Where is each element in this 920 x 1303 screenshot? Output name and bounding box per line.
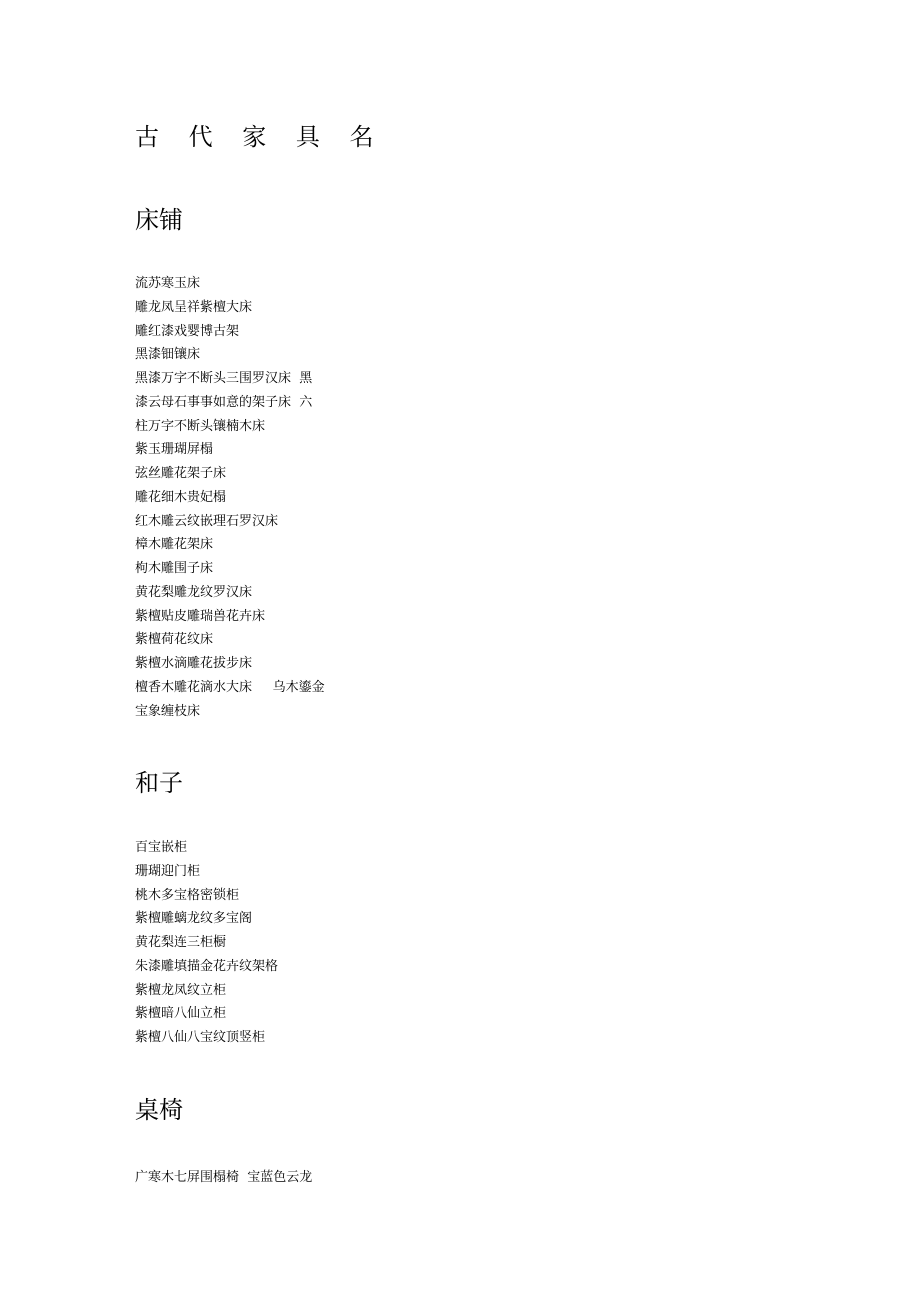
list-item: 雕花细木贵妃榻 [135,489,227,505]
table-chair-list [135,1166,312,1190]
list-item: 紫檀贴皮雕瑞兽花卉床 [135,608,266,624]
list-item: 紫檀八仙八宝纹顶竖柜 [135,1030,266,1045]
list-item: 百宝嵌柜 [135,840,188,855]
list-item: 枸木雕围子床 [135,561,214,576]
list-item: 桃木多宝格密锁柜 [135,887,240,903]
cabinet-list [135,836,278,1050]
list-item: 紫檀暗八仙立柜 [135,1006,227,1022]
list-item: 黄花梨雕龙纹罗汉床 [135,584,253,600]
section-heading-cabinets: 和子 [135,769,183,797]
list-item: 樟木雕花架床 [135,537,214,553]
list-item: 雕龙凤呈祥紫檀大床 [135,299,253,315]
list-item: 黄花梨连三柜橱 [135,935,227,950]
bed-list [135,272,325,723]
list-item: 紫檀雕螭龙纹多宝阁 [135,911,253,927]
list-item: 紫檀龙凤纹立柜 [135,982,227,998]
section-heading-beds: 床铺 [135,206,183,234]
list-item: 流苏寒玉床 [135,276,201,291]
list-item: 珊瑚迎门柜 [135,863,201,879]
list-item: 宝象缠枝床 [135,703,201,719]
list-item: 漆云母石事事如意的架子床 六 [135,394,313,410]
list-item: 广寒木七屏围榻椅 宝蓝色云龙 [135,1170,313,1185]
list-item: 紫玉珊瑚屏榻 [135,442,214,458]
list-item: 弦丝雕花架子床 [135,466,227,481]
list-item: 紫檀荷花纹床 [135,632,214,648]
document-title: 古 代 家 具 名 [135,123,385,151]
list-item: 红木雕云纹嵌理石罗汉床 [135,513,279,529]
list-item: 柱万字不断头镶楠木床 [135,418,266,434]
section-heading-tables-chairs: 桌椅 [135,1096,183,1124]
list-item: 紫檀水滴雕花拔步床 [135,656,253,671]
list-item: 朱漆雕填描金花卉纹架格 [135,958,279,974]
list-item: 檀香木雕花滴水大床 乌木鎏金 [135,679,325,695]
list-item: 雕红漆戏婴博古架 [135,323,240,339]
list-item: 黑漆钿镶床 [135,347,201,363]
list-item: 黑漆万字不断头三围罗汉床 黑 [135,371,313,386]
